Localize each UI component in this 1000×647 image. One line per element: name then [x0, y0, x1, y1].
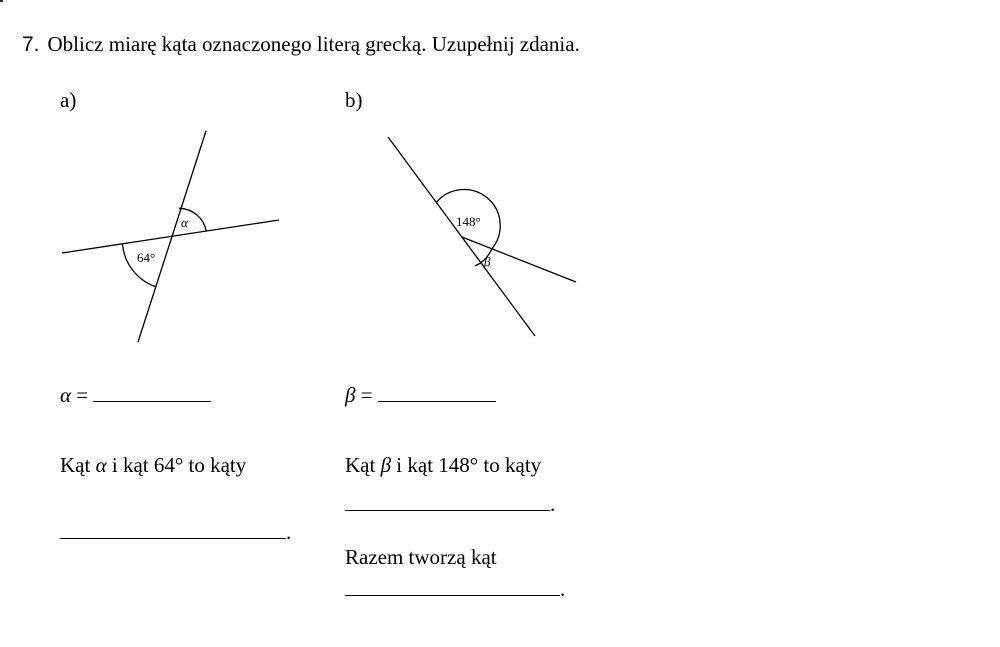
part-a-label: a) [60, 88, 77, 112]
beta-sentence2-period: . [560, 577, 566, 601]
beta-relation-blank[interactable] [345, 492, 550, 511]
alpha-sentence-prefix: Kąt [60, 453, 91, 477]
beta-answer-blank[interactable] [378, 383, 496, 402]
beta-sentence-period: . [550, 492, 556, 516]
alpha-sentence-middle: i kąt 64° to kąty [111, 453, 247, 477]
line-a-horizontal [62, 220, 279, 253]
beta-sentence-symbol: β [380, 453, 392, 477]
diagram-b [388, 137, 576, 336]
label-alpha-diagram: α [181, 215, 188, 230]
label-beta-diagram: β [484, 254, 491, 269]
line-a-transversal [138, 131, 206, 342]
diagram-a [62, 131, 279, 342]
alpha-equation [60, 383, 211, 407]
label-148-diagram: 148° [456, 214, 481, 229]
alpha-equals: = [76, 383, 89, 407]
part-b-label: b) [345, 88, 363, 112]
alpha-sentence-period: . [286, 520, 292, 544]
alpha-answer-blank[interactable] [93, 383, 211, 402]
task-instruction: Oblicz miarę kąta oznaczonego literą grecką. Uzupełnij zdania. [47, 32, 580, 56]
alpha-sentence-answer-line [60, 520, 291, 544]
beta-sentence [345, 453, 541, 477]
beta-equals: = [360, 383, 373, 407]
beta-sentence-middle: i kąt 148° to kąty [396, 453, 542, 477]
beta-symbol: β [345, 383, 356, 407]
alpha-sentence [60, 453, 246, 477]
beta-sentence2: Razem tworzą kąt [345, 545, 497, 569]
alpha-symbol: α [60, 383, 72, 407]
alpha-sentence-symbol: α [95, 453, 107, 477]
beta-equation [345, 383, 496, 407]
beta-sentence2-answer-line [345, 577, 565, 601]
label-64-diagram: 64° [137, 250, 156, 265]
beta-sentence-answer-line [345, 492, 555, 516]
line-b-long [388, 137, 535, 336]
alpha-relation-blank[interactable] [60, 520, 286, 539]
beta-angle-type-blank[interactable] [345, 577, 560, 596]
task-number: 7. [22, 33, 40, 56]
beta-sentence-prefix: Kąt [345, 453, 376, 477]
